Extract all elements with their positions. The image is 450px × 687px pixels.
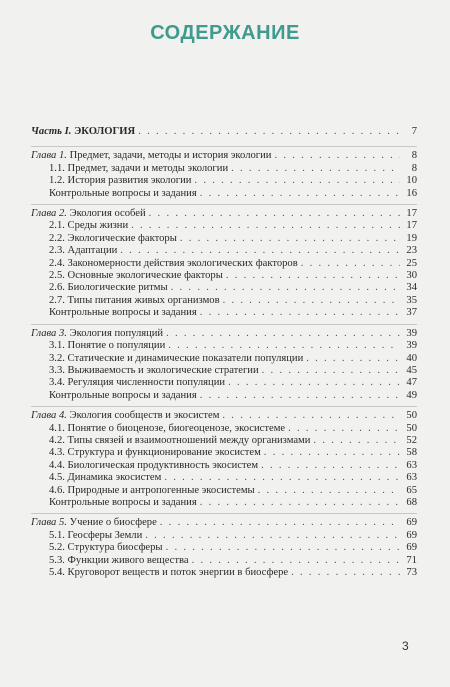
section-title: 3.3. Выживаемость и экологические стратегии: [49, 364, 259, 376]
dot-leader: [200, 497, 400, 509]
toc-section-entry: [31, 353, 417, 365]
chapters-list: [31, 146, 417, 579]
section-title: Контрольные вопросы и задания: [49, 389, 197, 401]
dot-leader: [288, 423, 400, 435]
toc-section-entry: [31, 390, 417, 402]
section-page: 63: [406, 459, 417, 471]
chapter-name: Экология популяций: [69, 327, 164, 339]
part-name: ЭКОЛОГИЯ: [74, 126, 136, 137]
part-label: Часть I.: [31, 126, 72, 137]
section-title: 4.3. Структура и функционирование экосистем: [49, 447, 261, 459]
chapter-page: 39: [406, 327, 417, 339]
section-title: Контрольные вопросы и задания: [49, 187, 197, 199]
dot-leader: [164, 472, 400, 484]
toc-section-entry: [31, 485, 417, 497]
section-page: 49: [406, 389, 417, 401]
section-page: 58: [406, 447, 417, 459]
chapter-name: Экология сообществ и экосистем: [69, 410, 220, 422]
section-title: 1.2. История развития экологии: [49, 175, 192, 187]
dot-leader: [120, 245, 400, 257]
dot-leader: [261, 460, 400, 472]
toc-section-entry: [31, 377, 417, 389]
section-title: 2.5. Основные экологические факторы: [49, 270, 223, 282]
section-page: 50: [406, 422, 417, 434]
section-page: 47: [406, 377, 417, 389]
section-page: 25: [406, 257, 417, 269]
dot-leader: [291, 567, 400, 579]
chapter-divider: [31, 513, 417, 514]
section-page: 65: [406, 484, 417, 496]
section-title: 2.1. Среды жизни: [49, 220, 129, 232]
section-page: 69: [406, 529, 417, 541]
toc-section-entry: [31, 365, 417, 377]
dot-leader: [194, 175, 400, 187]
dot-leader: [274, 150, 400, 162]
toc-chapter-entry: [31, 150, 417, 162]
toc-chapter-entry: [31, 328, 417, 340]
section-title: 1.1. Предмет, задачи и методы экологии: [49, 162, 229, 174]
toc-section-entry: [31, 497, 417, 509]
section-title: 5.1. Геосферы Земли: [49, 529, 143, 541]
dot-leader: [301, 258, 400, 270]
dot-leader: [166, 328, 400, 340]
section-title: 2.7. Типы питания живых организмов: [49, 294, 220, 306]
dot-leader: [228, 377, 400, 389]
chapter-divider: [31, 406, 417, 407]
section-title: 2.2. Экологические факторы: [49, 232, 177, 244]
dot-leader: [180, 233, 400, 245]
chapter-label: Глава 3.: [31, 327, 67, 339]
dot-leader: [168, 340, 400, 352]
chapter-label: Глава 4.: [31, 410, 67, 422]
chapter-divider: [31, 204, 417, 205]
section-title: 3.1. Понятие о популяции: [49, 340, 166, 352]
section-page: 52: [406, 434, 417, 446]
toc-section-entry: [31, 447, 417, 459]
dot-leader: [313, 435, 400, 447]
chapter-divider: [31, 146, 417, 147]
section-title: 4.5. Динамика экосистем: [49, 472, 162, 484]
chapter-page: 69: [406, 517, 417, 529]
toc-section-entry: [31, 307, 417, 319]
chapter-name: Учение о биосфере: [69, 517, 157, 529]
toc-section-entry: [31, 435, 417, 447]
dot-leader: [231, 163, 400, 175]
dot-leader: [149, 208, 400, 220]
part-page: 7: [411, 126, 417, 137]
section-page: 23: [406, 245, 417, 257]
toc-section-entry: [31, 542, 417, 554]
section-title: 4.6. Природные и антропогенные экосистемы: [49, 484, 255, 496]
chapter-name: Предмет, задачи, методы и история экологии: [69, 150, 272, 162]
toc-chapter-entry: [31, 410, 417, 422]
dot-leader: [262, 365, 400, 377]
toc-section-entry: [31, 188, 417, 200]
dot-leader: [200, 307, 400, 319]
dot-leader: [258, 485, 400, 497]
page-number: 3: [402, 639, 409, 653]
toc-chapter-entry: [31, 517, 417, 529]
chapter-page: 17: [406, 208, 417, 220]
section-title: 2.4. Закономерности действия экологических факторов: [49, 257, 298, 269]
chapter-page: 50: [406, 410, 417, 422]
dot-leader: [145, 530, 400, 542]
section-title: 4.1. Понятие о биоценозе, биогеоценозе, экосистеме: [49, 422, 286, 434]
toc-section-entry: [31, 340, 417, 352]
toc-section-entry: [31, 460, 417, 472]
dot-leader: [160, 517, 400, 529]
section-page: 73: [406, 567, 417, 578]
section-title: 5.2. Структура биосферы: [49, 542, 163, 554]
section-page: 68: [406, 496, 417, 508]
section-page: 71: [406, 554, 417, 566]
dot-leader: [200, 188, 400, 200]
toc-section-entry: [31, 472, 417, 484]
section-page: 10: [406, 175, 417, 187]
dot-leader: [192, 555, 400, 567]
toc-chapter-entry: [31, 208, 417, 220]
section-title: 4.4. Биологическая продуктивность экосистем: [49, 459, 259, 471]
dot-leader: [131, 220, 400, 232]
section-title: 2.6. Биологические ритмы: [49, 282, 168, 294]
section-title: Контрольные вопросы и задания: [49, 307, 197, 319]
toc-section-entry: [31, 175, 417, 187]
dot-leader: [306, 353, 400, 365]
section-page: 69: [406, 542, 417, 554]
section-page: 39: [406, 340, 417, 352]
toc-section-entry: [31, 295, 417, 307]
section-title: 3.2. Статические и динамические показатели популяции: [49, 352, 304, 364]
section-title: 3.4. Регуляция численности популяции: [49, 377, 226, 389]
dot-leader: [226, 270, 400, 282]
section-title: Контрольные вопросы и задания: [49, 496, 197, 508]
section-title: 4.2. Типы связей и взаимоотношений между организмами: [49, 434, 311, 446]
toc-section-entry: [31, 555, 417, 567]
dot-leader: [171, 282, 400, 294]
dot-leader: [138, 126, 400, 138]
toc-section-entry: [31, 220, 417, 232]
section-page: 16: [406, 187, 417, 199]
section-page: 19: [406, 232, 417, 244]
section-title: 5.4. Круговорот веществ и поток энергии в биосфере: [49, 567, 289, 578]
toc-section-entry: [31, 423, 417, 435]
toc-section-entry: [31, 233, 417, 245]
section-page: 30: [406, 270, 417, 282]
section-page: 45: [406, 364, 417, 376]
dot-leader: [200, 390, 400, 402]
toc-section-entry: [31, 163, 417, 175]
section-page: 34: [406, 282, 417, 294]
dot-leader: [166, 542, 400, 554]
chapter-label: Глава 5.: [31, 517, 67, 529]
section-page: 63: [406, 472, 417, 484]
toc-section-entry: [31, 530, 417, 542]
section-page: 17: [406, 220, 417, 232]
toc-part-entry: [31, 126, 417, 138]
toc-section-entry: [31, 258, 417, 270]
section-title: 2.3. Адаптации: [49, 245, 118, 257]
dot-leader: [264, 447, 400, 459]
section-page: 8: [411, 162, 417, 174]
section-page: 35: [406, 294, 417, 306]
page-title: СОДЕРЖАНИЕ: [150, 22, 300, 44]
chapter-page: 8: [411, 150, 417, 162]
section-page: 37: [406, 307, 417, 319]
toc-section-entry: [31, 270, 417, 282]
dot-leader: [222, 410, 400, 422]
chapter-label: Глава 1.: [31, 150, 67, 162]
chapter-label: Глава 2.: [31, 208, 67, 220]
section-page: 40: [406, 352, 417, 364]
section-title: 5.3. Функции живого вещества: [49, 554, 189, 566]
toc-section-entry: [31, 282, 417, 294]
toc-section-entry: [31, 567, 417, 579]
chapter-name: Экология особей: [69, 208, 146, 220]
dot-leader: [223, 295, 400, 307]
chapter-divider: [31, 324, 417, 325]
toc-section-entry: [31, 245, 417, 257]
table-of-contents: [31, 126, 417, 579]
